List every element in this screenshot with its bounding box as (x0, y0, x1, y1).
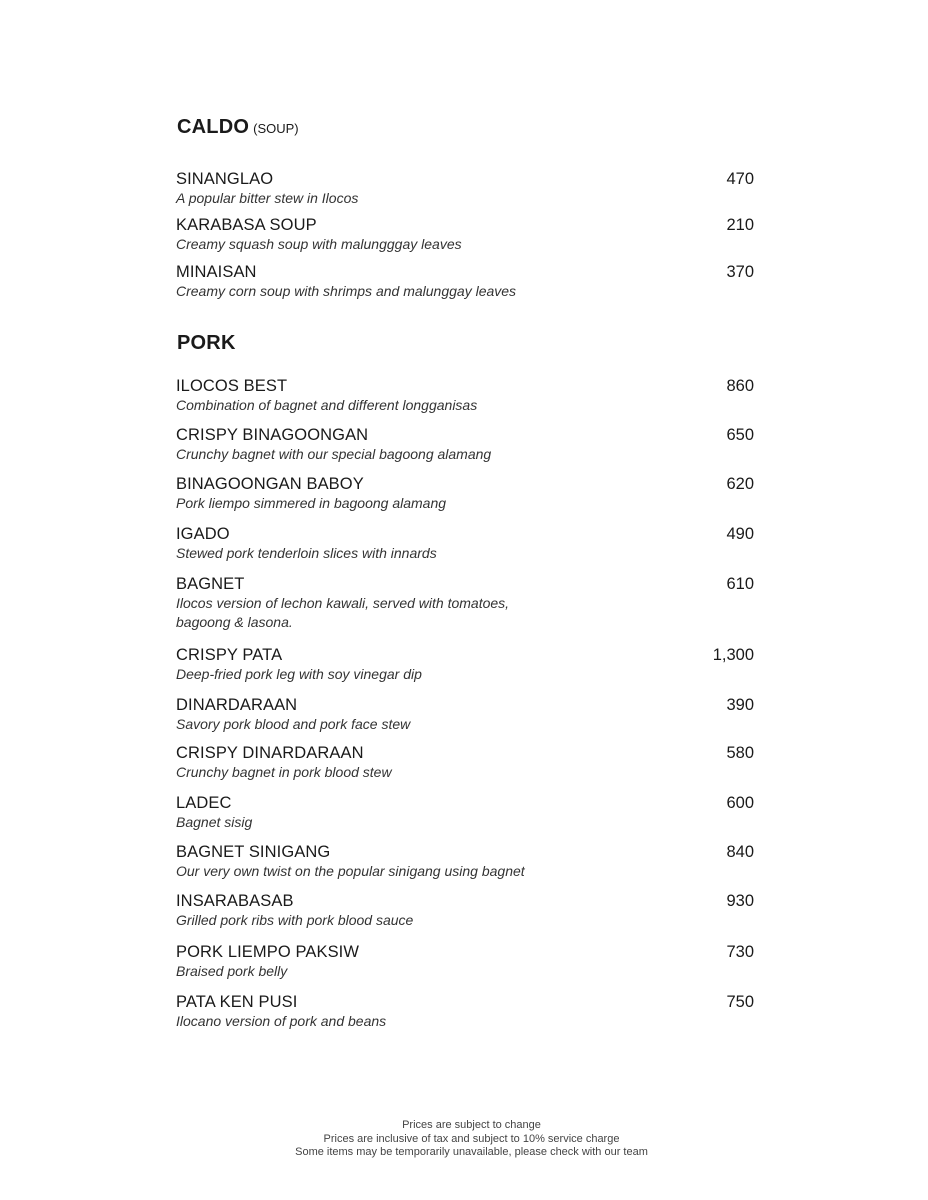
item-name: LADEC (176, 794, 232, 812)
menu-item (176, 215, 754, 254)
section-title-text: CALDO (177, 116, 250, 138)
menu-item (176, 574, 754, 632)
footer-line: Some items may be temporarily unavailable, please check with our team (295, 1146, 648, 1158)
menu-item (176, 743, 754, 782)
item-name: BAGNET SINIGANG (176, 843, 331, 861)
item-price: 1,300 (712, 646, 754, 664)
item-description: Ilocos version of lechon kawali, served with tomatoes, bagoong & lasona. (176, 595, 510, 630)
menu-item (176, 376, 754, 415)
item-description: Our very own twist on the popular sinigang using bagnet (176, 863, 525, 879)
section-title-pork (177, 330, 236, 354)
item-price: 750 (726, 993, 754, 1011)
item-price: 620 (726, 475, 754, 493)
item-price: 650 (726, 426, 754, 444)
item-price: 390 (726, 696, 754, 714)
item-name: PATA KEN PUSI (176, 993, 298, 1011)
item-price: 840 (726, 843, 754, 861)
menu-item (176, 992, 754, 1031)
section-subtitle: (SOUP) (253, 121, 299, 136)
menu-item (176, 645, 754, 684)
item-name: DINARDARAAN (176, 696, 298, 714)
item-name: MINAISAN (176, 263, 257, 281)
menu-item (176, 695, 754, 734)
item-price: 600 (726, 794, 754, 812)
menu-item (176, 262, 754, 301)
item-name: KARABASA SOUP (176, 216, 317, 234)
section-title-caldo (177, 114, 299, 138)
item-name: PORK LIEMPO PAKSIW (176, 943, 360, 961)
menu-item (176, 793, 754, 832)
item-price: 930 (726, 892, 754, 910)
menu-item (176, 842, 754, 881)
item-price: 210 (726, 216, 754, 234)
item-name: IGADO (176, 525, 230, 543)
item-description: Combination of bagnet and different longganisas (176, 397, 478, 413)
item-price: 370 (726, 263, 754, 281)
menu-item (176, 425, 754, 464)
item-name: INSARABASAB (176, 892, 294, 910)
item-description: A popular bitter stew in Ilocos (176, 190, 359, 206)
item-name: CRISPY BINAGOONGAN (176, 426, 369, 444)
item-description: Stewed pork tenderloin slices with innards (176, 545, 437, 561)
item-price: 730 (726, 943, 754, 961)
item-description: Crunchy bagnet in pork blood stew (176, 764, 392, 780)
item-description: Pork liempo simmered in bagoong alamang (176, 495, 447, 511)
item-description: Deep-fried pork leg with soy vinegar dip (176, 666, 422, 682)
item-price: 580 (726, 744, 754, 762)
footer-notes (0, 1119, 928, 1160)
item-description: Savory pork blood and pork face stew (176, 716, 411, 732)
footer-line: Prices are subject to change (402, 1119, 541, 1131)
menu-item (176, 169, 754, 208)
item-description: Creamy squash soup with malungggay leaves (176, 236, 462, 252)
item-description: Braised pork belly (176, 963, 288, 979)
item-description: Creamy corn soup with shrimps and malunggay leaves (176, 283, 517, 299)
item-name: BINAGOONGAN BABOY (176, 475, 364, 493)
item-description: Grilled pork ribs with pork blood sauce (176, 912, 414, 928)
footer-line: Prices are inclusive of tax and subject to 10% service charge (323, 1132, 620, 1145)
item-name: ILOCOS BEST (176, 377, 288, 395)
item-name: BAGNET (176, 575, 245, 593)
item-price: 610 (726, 575, 754, 593)
menu-item (176, 524, 754, 563)
item-description: Crunchy bagnet with our special bagoong alamang (176, 446, 492, 462)
item-name: SINANGLAO (176, 170, 274, 188)
item-price: 490 (726, 525, 754, 543)
item-price: 470 (726, 170, 754, 188)
section-title-text: PORK (177, 332, 236, 354)
item-price: 860 (726, 377, 754, 395)
menu-item (176, 474, 754, 513)
item-description: Bagnet sisig (176, 814, 253, 830)
menu-item (176, 942, 754, 981)
menu-item (176, 891, 754, 930)
item-name: CRISPY PATA (176, 646, 283, 664)
item-description: Ilocano version of pork and beans (176, 1013, 387, 1029)
item-name: CRISPY DINARDARAAN (176, 744, 364, 762)
